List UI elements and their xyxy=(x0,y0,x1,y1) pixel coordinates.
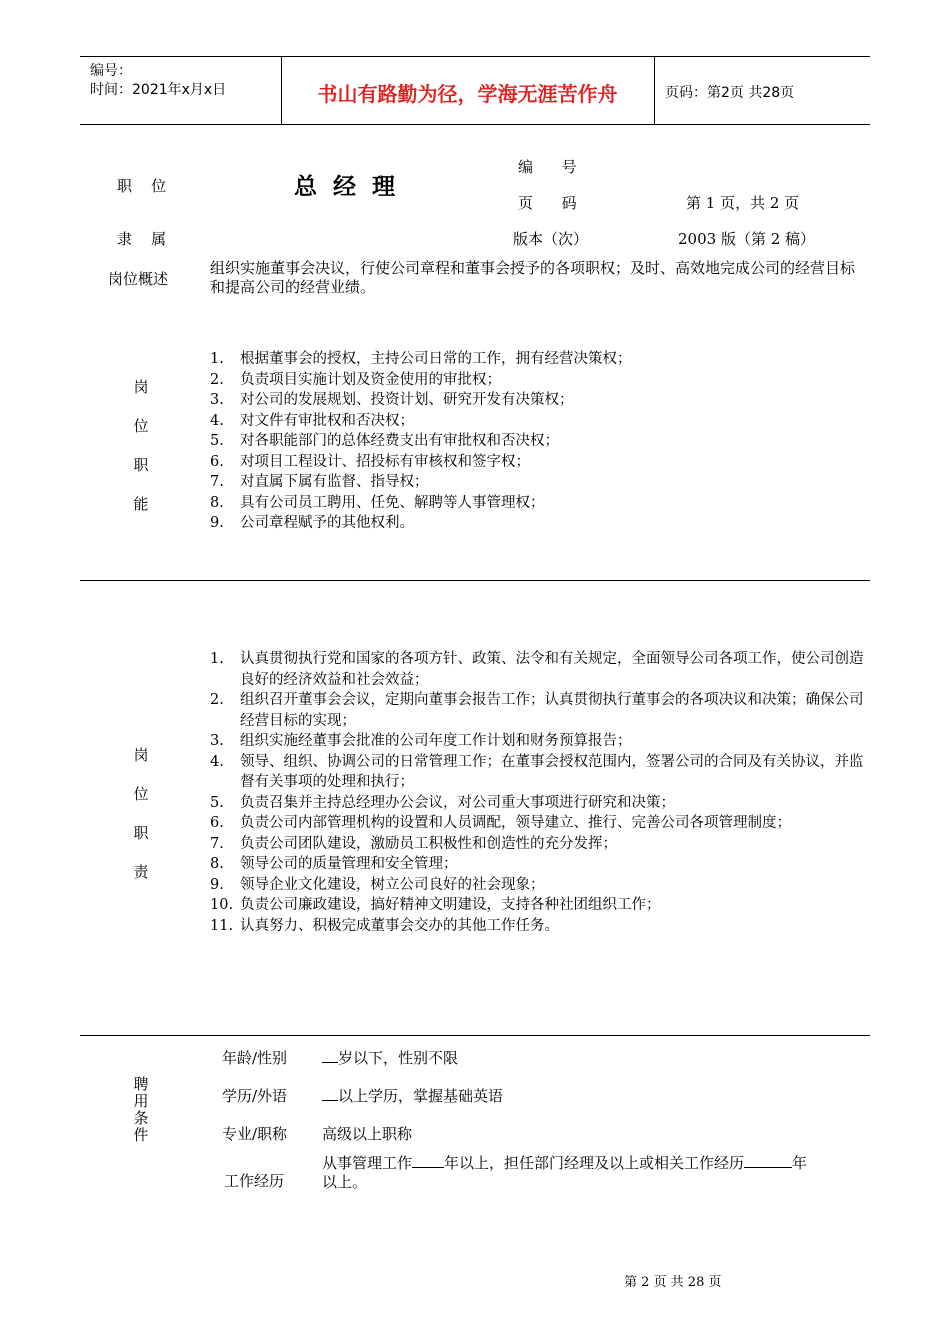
functions-item-number: 9. xyxy=(210,515,224,531)
functions-item-number: 4. xyxy=(210,412,224,429)
label-position: 职 位 xyxy=(117,177,167,195)
functions-item xyxy=(210,411,870,432)
functions-item xyxy=(210,431,870,452)
exp-part2: 年以上，担任部门经理及以上或相关工作经历 xyxy=(444,1154,745,1172)
hiring-label-char: 件 xyxy=(133,1126,149,1144)
label-page: 页 码 xyxy=(518,194,577,212)
edu-label: 学历/外语 xyxy=(222,1087,288,1105)
duties-item-text: 领导企业文化建设，树立公司良好的社会现象； xyxy=(240,876,545,893)
position-title: 总 经 理 xyxy=(294,173,400,200)
duties-item-number: 5. xyxy=(210,794,224,811)
duties-item-text: 负责公司内部管理机构的设置和人员调配，领导建立、推行、完善公司各项管理制度； xyxy=(240,815,791,831)
exp-part1: 从事管理工作 xyxy=(322,1154,413,1172)
hiring-label-char: 用 xyxy=(133,1092,149,1110)
label-version: 版本（次） xyxy=(513,230,589,248)
functions-item-text: 根据董事会的授权，主持公司日常的工作，拥有经营决策权； xyxy=(240,351,632,367)
edu-value: 以上学历，掌握基础英语 xyxy=(338,1087,504,1105)
duties-item-text: 负责公司团队建设，激励员工积极性和创造性的充分发挥； xyxy=(240,835,617,852)
label-overview: 岗位概述 xyxy=(108,270,169,288)
duties-item-text: 组织实施经董事会批准的公司年度工作计划和财务预算报告； xyxy=(240,733,632,749)
functions-item-text: 对文件有审批权和否决权； xyxy=(240,412,414,429)
duties-item xyxy=(210,690,865,731)
functions-item xyxy=(210,472,870,493)
functions-item-number: 2. xyxy=(210,371,224,388)
duties-item xyxy=(210,649,865,690)
functions-item xyxy=(210,370,870,391)
age-row xyxy=(322,1047,458,1068)
duties-item xyxy=(210,752,865,793)
duties-item-number: 9. xyxy=(210,876,224,893)
functions-item-text: 负责项目实施计划及资金使用的审批权； xyxy=(240,371,501,388)
exp-line2: 以上。 xyxy=(322,1173,368,1191)
version-value: 2003 版（第 2 稿） xyxy=(678,230,816,248)
functions-item-number: 7. xyxy=(210,474,224,490)
duties-item-number: 6. xyxy=(210,815,224,831)
duties-item xyxy=(210,916,865,937)
age-blank xyxy=(322,1048,338,1063)
label-affiliation: 隶 属 xyxy=(117,230,167,248)
functions-item-text: 对直属下属有监督、指导权； xyxy=(240,474,429,490)
header-divider-right xyxy=(654,56,655,125)
duties-label-char: 位 xyxy=(133,785,149,803)
duties-item-number: 4. xyxy=(210,753,224,770)
duties-label-char: 责 xyxy=(133,863,149,881)
duties-item xyxy=(210,875,865,896)
functions-item xyxy=(210,390,870,411)
header-bottom-border xyxy=(80,124,870,125)
functions-label-char: 职 xyxy=(133,456,149,474)
header-motto: 书山有路勤为径，学海无涯苦作舟 xyxy=(317,82,618,106)
duties-label xyxy=(126,744,156,900)
functions-label xyxy=(126,376,156,532)
hiring-label-char: 聘 xyxy=(133,1075,149,1093)
functions-item-text: 对各职能部门的总体经费支出有审批权和否决权； xyxy=(240,433,559,449)
duties-item-text: 认真努力、积极完成董事会交办的其他工作任务。 xyxy=(240,917,559,934)
duties-item xyxy=(210,793,865,814)
duties-item-number: 8. xyxy=(210,856,224,872)
major-value: 高级以上职称 xyxy=(322,1125,413,1143)
duties-item-number: 3. xyxy=(210,733,224,749)
functions-item-text: 具有公司员工聘用、任免、解聘等人事管理权； xyxy=(240,494,545,511)
functions-item-text: 对项目工程设计、招投标有审核权和签字权； xyxy=(240,453,530,470)
duties-item xyxy=(210,813,865,834)
duties-item-number: 10. xyxy=(210,897,234,913)
duties-item-number: 7. xyxy=(210,835,224,852)
functions-label-char: 能 xyxy=(133,495,149,513)
duties-item xyxy=(210,895,865,916)
exp-row xyxy=(322,1153,867,1192)
functions-label-char: 位 xyxy=(133,417,149,435)
duties-list xyxy=(210,649,865,936)
duties-label-char: 岗 xyxy=(133,746,149,764)
duties-item-text: 组织召开董事会会议，定期向董事会报告工作；认真贯彻执行董事会的各项决议和决策；确保公司经营目标的实现； xyxy=(240,692,864,729)
label-code: 编 号 xyxy=(518,158,577,176)
header-time-label: 时间：2021年x月x日 xyxy=(90,82,227,98)
hiring-label-char: 条 xyxy=(133,1109,149,1127)
duties-item xyxy=(210,834,865,855)
duties-item xyxy=(210,731,865,752)
functions-item-number: 8. xyxy=(210,494,224,511)
header-top-border xyxy=(80,56,870,57)
functions-list xyxy=(210,349,870,534)
functions-item-number: 5. xyxy=(210,433,224,449)
duties-item-number: 11. xyxy=(210,917,234,934)
section-divider-1 xyxy=(80,580,870,581)
functions-item xyxy=(210,452,870,473)
functions-item xyxy=(210,493,870,514)
edu-row xyxy=(322,1085,503,1106)
duties-item-text: 领导、组织、协调公司的日常管理工作；在董事会授权范围内，签署公司的合同及有关协议，并监督有关事项的处理和执行； xyxy=(240,753,864,790)
functions-item-text: 对公司的发展规划、投资计划、研究开发有决策权； xyxy=(240,392,574,408)
functions-item-text: 公司章程赋予的其他权利。 xyxy=(240,515,414,531)
page-value: 第 1 页，共 2 页 xyxy=(686,194,800,212)
age-value: 岁以下，性别不限 xyxy=(338,1049,459,1067)
functions-item-number: 3. xyxy=(210,392,224,408)
exp-blank-years-2 xyxy=(744,1153,792,1168)
footer-page: 第 2 页 共 28 页 xyxy=(624,1275,722,1290)
functions-item-number: 1. xyxy=(210,351,224,367)
header-code-label: 编号： xyxy=(90,63,132,79)
duties-item-number: 2. xyxy=(210,692,224,708)
hiring-label xyxy=(126,1076,156,1144)
functions-item-number: 6. xyxy=(210,453,224,470)
exp-part3: 年 xyxy=(792,1154,808,1172)
functions-item xyxy=(210,513,870,534)
edu-blank xyxy=(322,1086,338,1101)
duties-item-text: 领导公司的质量管理和安全管理； xyxy=(240,856,458,872)
exp-blank-years xyxy=(412,1153,444,1168)
major-label: 专业/职称 xyxy=(222,1125,288,1143)
duties-item-text: 负责召集并主持总经理办公会议，对公司重大事项进行研究和决策； xyxy=(240,794,675,811)
overview-text: 组织实施董事会决议，行使公司章程和董事会授予的各项职权；及时、高效地完成公司的经营目标和提高公司的经营业绩。 xyxy=(210,259,856,296)
section-divider-2 xyxy=(80,1035,870,1036)
exp-label: 工作经历 xyxy=(224,1172,285,1190)
age-label: 年龄/性别 xyxy=(222,1049,288,1067)
duties-item-number: 1. xyxy=(210,651,224,667)
header-page-label: 页码：第2页 共28页 xyxy=(665,85,795,101)
duties-item-text: 负责公司廉政建设，搞好精神文明建设，支持各种社团组织工作； xyxy=(240,897,661,913)
functions-label-char: 岗 xyxy=(133,378,149,396)
duties-item-text: 认真贯彻执行党和国家的各项方针、政策、法令和有关规定，全面领导公司各项工作，使公司创造良好的经济效益和社会效益； xyxy=(240,651,864,688)
functions-item xyxy=(210,349,870,370)
duties-item xyxy=(210,854,865,875)
duties-label-char: 职 xyxy=(133,824,149,842)
